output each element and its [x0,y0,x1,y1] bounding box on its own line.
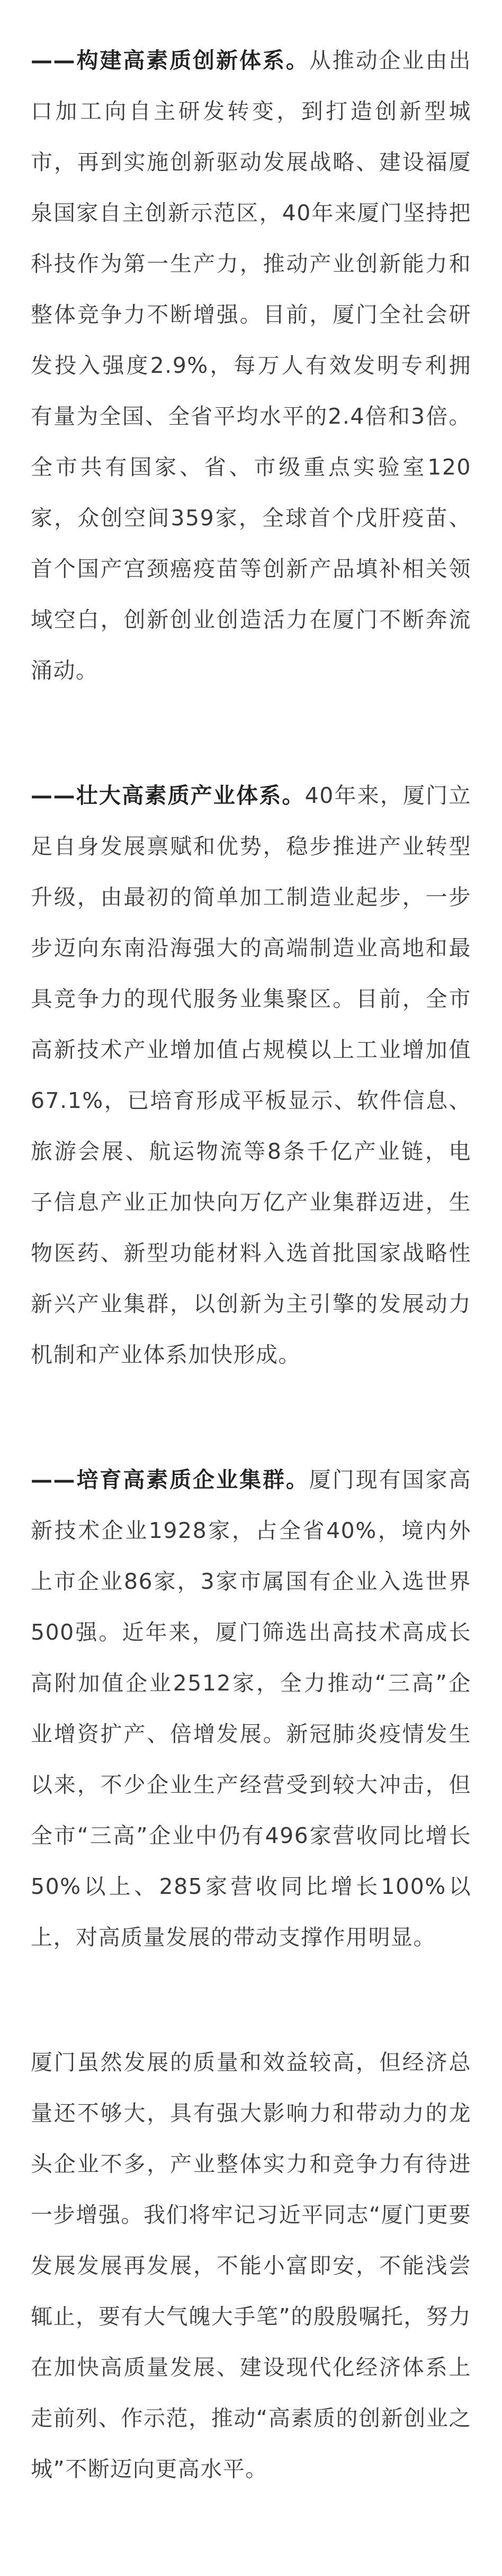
paragraph-lead-innovation: ——构建高素质创新体系。 [31,48,309,73]
paragraph-lead-enterprise: ——培育高素质企业集群。 [31,1467,309,1492]
paragraph-text-enterprise: 厦门现有国家高新技术企业1928家，占全省40%，境内外上市企业86家，3家市属国有企业入选世界500强。近年来，厦门筛选出高技术高成长高附加值企业2512家，全力推动“三高”企业增资扩产、倍增发展。新冠肺炎疫情发生以来，不少企业生产经营受到较大冲击，但全市“三高”企业中仍有496家营收同比增长50%以上、285家营收同比增长100%以上，对高质量发展的带动支撑作用明显。 [31,1467,472,1950]
paragraph-lead-industry: ——壮大高素质产业体系。 [31,783,305,808]
paragraph-enterprise-cluster [31,1454,471,1963]
paragraph-industry-system [31,770,471,1380]
paragraph-text-innovation: 从推动企业由出口加工向自主研发转变，到打造创新型城市，再到实施创新驱动发展战略、建设福厦泉国家自主创新示范区，40年来厦门坚持把科技作为第一生产力，推动产业创新能力和整体竞争力不断增强。目前，厦门全社会研发投入强度2.9%，每万人有效发明专利拥有量为全国、全省平均水平的2.4倍和3倍。全市共有国家、省、市级重点实验室120家，众创空间359家，全球首个戊肝疫苗、首个国产宫颈癌疫苗等创新产品填补相关领域空白，创新创业创造活力在厦门不断奔流涌动。 [31,48,472,683]
paragraph-text-conclusion: 厦门虽然发展的质量和效益较高，但经济总量还不够大，具有强大影响力和带动力的龙头企业不多，产业整体实力和竞争力有待进一步增强。我们将牢记习近平同志“厦门更要发展发展再发展，不能小富即安，不能浅尝辄止，要有大气魄大手笔”的殷殷嘱托，努力在加快高质量发展、建设现代化经济体系上走前列、作示范，推动“高素质的创新创业之城”不断迈向更高水平。 [31,2050,471,2482]
paragraph-text-industry: 40年来，厦门立足自身发展禀赋和优势，稳步推进产业转型升级，由最初的简单加工制造业起步，一步步迈向东南沿海强大的高端制造业高地和最具竞争力的现代服务业集聚区。目前，全市高新技术产业增加值占规模以上工业增加值67.1%，已培育形成平板显示、软件信息、旅游会展、航运物流等8条千亿产业链，电子信息产业正加快向万亿产业集群迈进，生物医药、新型功能材料入选首批国家战略性新兴产业集群，以创新为主引擎的发展动力机制和产业体系加快形成。 [31,783,472,1367]
paragraph-innovation-system [31,35,471,696]
paragraph-conclusion [31,2037,471,2494]
